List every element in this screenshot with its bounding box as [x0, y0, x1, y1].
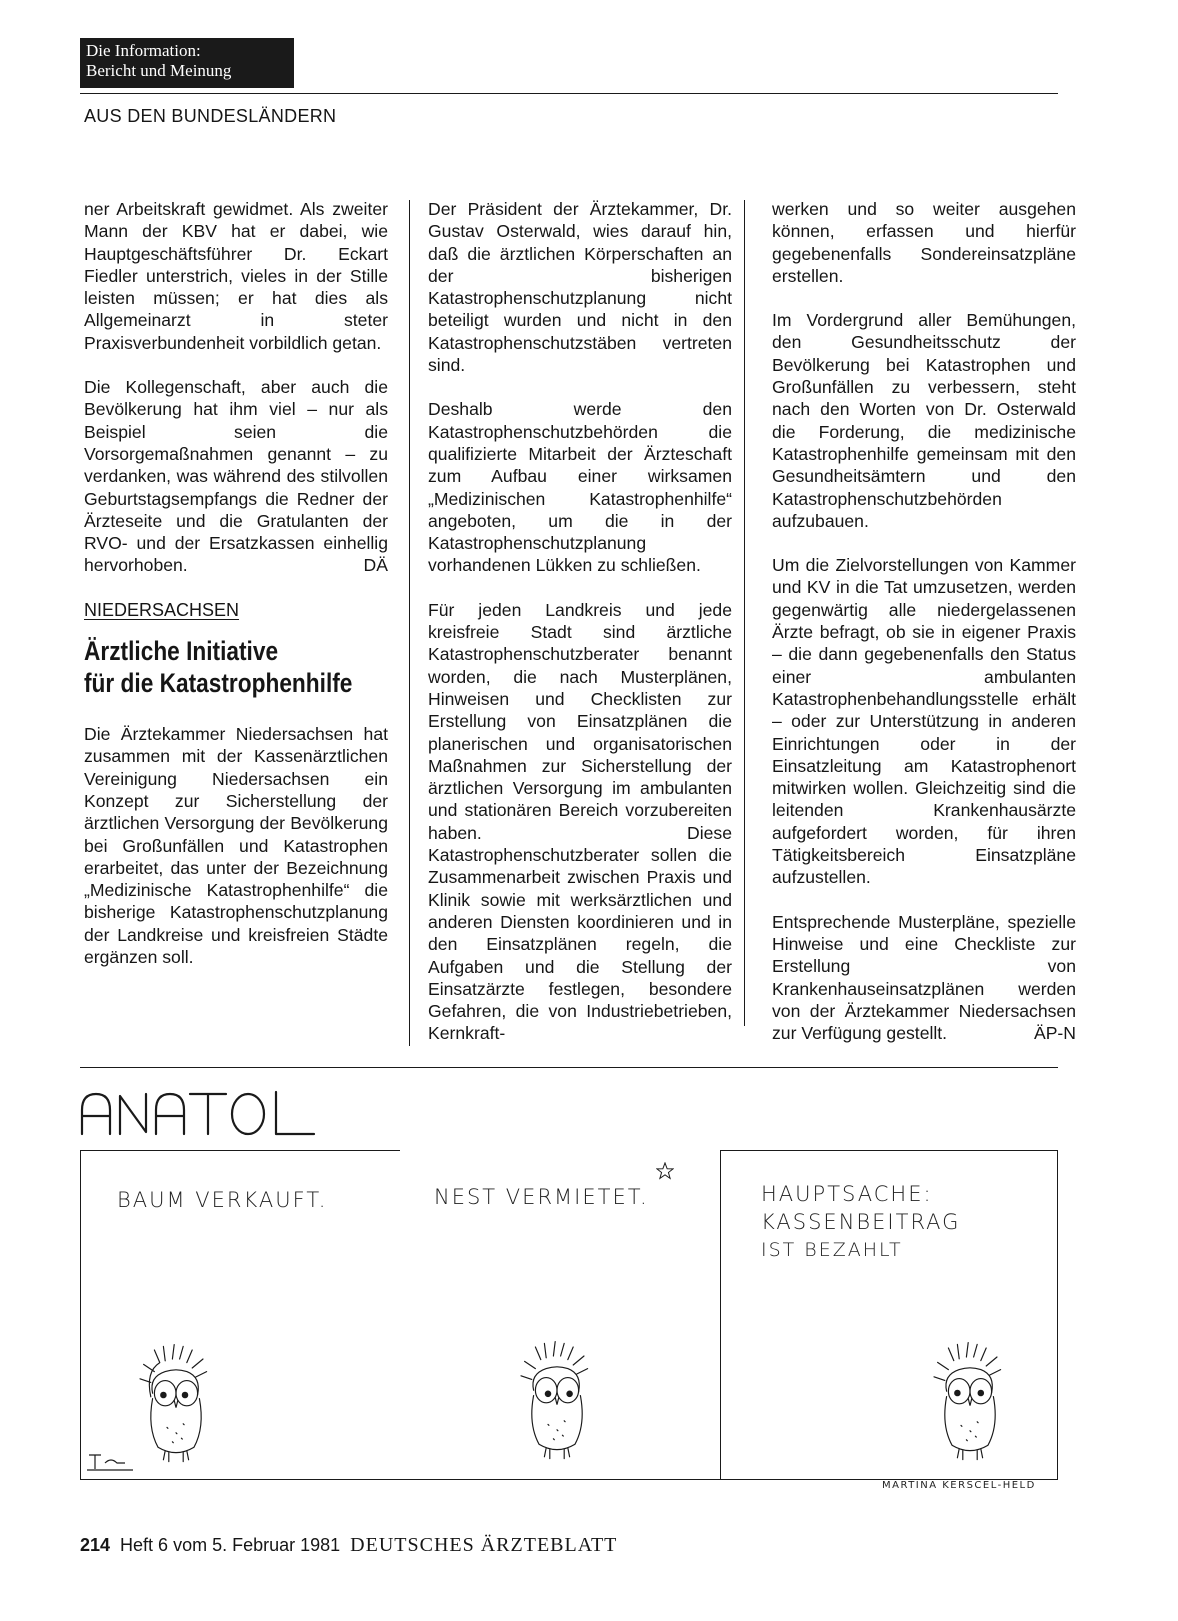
speech-text: NEST VERMIETET.: [434, 1185, 649, 1209]
region-label: NIEDERSACHSEN: [84, 599, 240, 620]
owl-icon: [131, 1341, 221, 1467]
owl-icon: [512, 1338, 602, 1464]
author-signature: DÄ: [363, 555, 388, 576]
owl-icon: [925, 1339, 1015, 1465]
paragraph: werken und so weiter ausgehen können, erfassen und hierfür gegebenenfalls Sondereinsatzpläne erstellen.: [772, 199, 1076, 286]
paragraph: Für jeden Landkreis und jede kreisfreie Stadt sind ärztliche Katastrophenschutzberater benannt worden, die nach Musterplänen, Hinweisen und Checklisten zur Erstellung von Einsatzplänen die planerischen und organisatorischen Maßnahmen zur Sicherstellung der ärztlichen Versorgung im ambulanten und stationären Bereich vorzubereiten haben. Diese Katastrophenschutzberater sollen die Zusammenarbeit zwischen Praxis und Klinik sowie mit werksärztlichen und anderen Diensten koordinieren und in den Einsatzplänen regeln, die Aufgaben und die Stellung der Einsatzärzte festlegen, besondere Gefahren, die von Industriebetrieben, Kernkraft-: [428, 599, 732, 1044]
section-badge: [80, 38, 294, 88]
headline-line-1: Ärztliche Initiative: [84, 636, 279, 667]
page-footer: [80, 1534, 617, 1557]
comic-rule: [80, 1067, 1058, 1068]
speech-text-line-2: KASSENBEITRAG: [761, 1210, 961, 1234]
column-divider: [409, 200, 410, 1046]
column-3: [772, 198, 1076, 1044]
star-icon: [656, 1162, 674, 1180]
headline-line-2: für die Katastrophenhilfe: [84, 668, 353, 699]
paragraph: Der Präsident der Ärztekammer, Dr. Gustav Osterwald, wies darauf hin, daß die ärztlichen Körperschaften an der bisherigen Katastrophenschutzplanung nicht beteiligt wurden und nicht in den Katastrophenschutzstäben vertreten sind.: [428, 199, 732, 376]
paragraph-text: Die Kollegenschaft, aber auch die Bevölkerung hat ihm viel – nur als Beispiel seien die Vorsorgemaßnahmen genannt – zu verdanken, was während des stilvollen Geburtstagsempfangs die Redner der Ärzteseite und die Gratulanten der RVO- und der Ersatzkassen einhellig hervorhoben.: [84, 377, 388, 576]
speech-text-line-1: HAUPTSACHE:: [761, 1182, 933, 1206]
comic-panel-1: [80, 1150, 400, 1480]
magazine-title: DEUTSCHES ÄRZTEBLATT: [350, 1534, 618, 1556]
speech-text-line-3: IST BEZAHLT: [761, 1239, 903, 1261]
paragraph: ner Arbeitskraft gewidmet. Als zweiter Mann der KBV hat er dabei, wie Hauptgeschäftsführer Dr. Eckart Fiedler unterstrich, vieles in der Stille leisten müssen; er hat dies als Allgemeinarzt in steter Praxisverbundenheit vorbildlich getan.: [84, 199, 388, 353]
speech-text: BAUM VERKAUFT.: [117, 1188, 328, 1212]
paragraph: Deshalb werde den Katastrophenschutzbehörden die qualifizierte Mitarbeit der Ärzteschaft zum Aufbau einer wirksamen „Medizinischen Katastrophenhilfe“ angeboten, um die in der Katastrophenschutzplanung vorhandenen Lükken zu schließen.: [428, 399, 732, 576]
comic-panel-2: [400, 1150, 720, 1480]
paragraph: Die Ärztekammer Niedersachsen hat zusammen mit der Kassenärztlichen Vereinigung Niedersachsen ein Konzept zur Sicherstellung der ärztlichen Versorgung der Bevölkerung bei Großunfällen und Katastrophen erarbeitet, das unter der Bezeichnung „Medizinische Katastrophenhilfe“ die bisherige Katastrophenschutzplanung der Landkreise und kreisfreien Städte ergänzen soll.: [84, 724, 388, 968]
paragraph: [84, 376, 388, 577]
paragraph: Im Vordergrund aller Bemühungen, den Gesundheitsschutz der Bevölkerung bei Katastrophen und Großunfällen zu verbessern, steht nach den Worten von Dr. Osterwald die Forderung, die medizinische Katastrophenhilfe gemeinsam mit den Gesundheitsämtern und den Katastrophenschutzbehörden aufzubauen.: [772, 310, 1076, 531]
badge-line-1: Die Information:: [86, 41, 201, 60]
comic-title: [80, 1082, 320, 1142]
artist-signature: MARTINA KERSCEL-HELD: [882, 1480, 1036, 1491]
column-2: [428, 198, 732, 1045]
paragraph: [772, 911, 1076, 1045]
badge-line-2: Bericht und Meinung: [86, 61, 232, 80]
paragraph: Um die Zielvorstellungen von Kammer und KV in die Tat umzusetzen, werden gegenwärtig alle niedergelassenen Ärzte befragt, ob sie in eigener Praxis – die dann gegebenenfalls den Status einer ambulanten Katastrophenbehandlungsstelle erhält – oder zur Unterstützung in anderen Einrichtungen oder in der Einsatzleitung am Katastrophenort mitwirken wollen. Gleichzeitig sind die leitenden Krankenhausärzte aufgefordert worden, für ihren Tätigkeitsbereich Einsatzpläne aufzustellen.: [772, 555, 1076, 888]
author-signature: ÄP-N: [1033, 1023, 1076, 1044]
comic-panel-3: [720, 1150, 1058, 1480]
header-rule: [80, 93, 1058, 94]
column-1: [84, 198, 388, 968]
comic-title-text: ANATOL: [80, 1139, 88, 1141]
article-headline: [84, 635, 386, 699]
paragraph-text: Entsprechende Musterpläne, spezielle Hinweise und eine Checkliste zur Erstellung von Krankenhauseinsatzplänen werden von der Ärztekammer Niedersachsen zur Verfügung gestellt.: [772, 911, 1076, 1044]
initials-mark: [87, 1451, 133, 1471]
section-title: AUS DEN BUNDESLÄNDERN: [84, 106, 337, 126]
column-divider: [744, 200, 745, 1026]
issue-info: Heft 6 vom 5. Februar 1981: [120, 1535, 341, 1555]
page-number: 214: [80, 1535, 111, 1555]
